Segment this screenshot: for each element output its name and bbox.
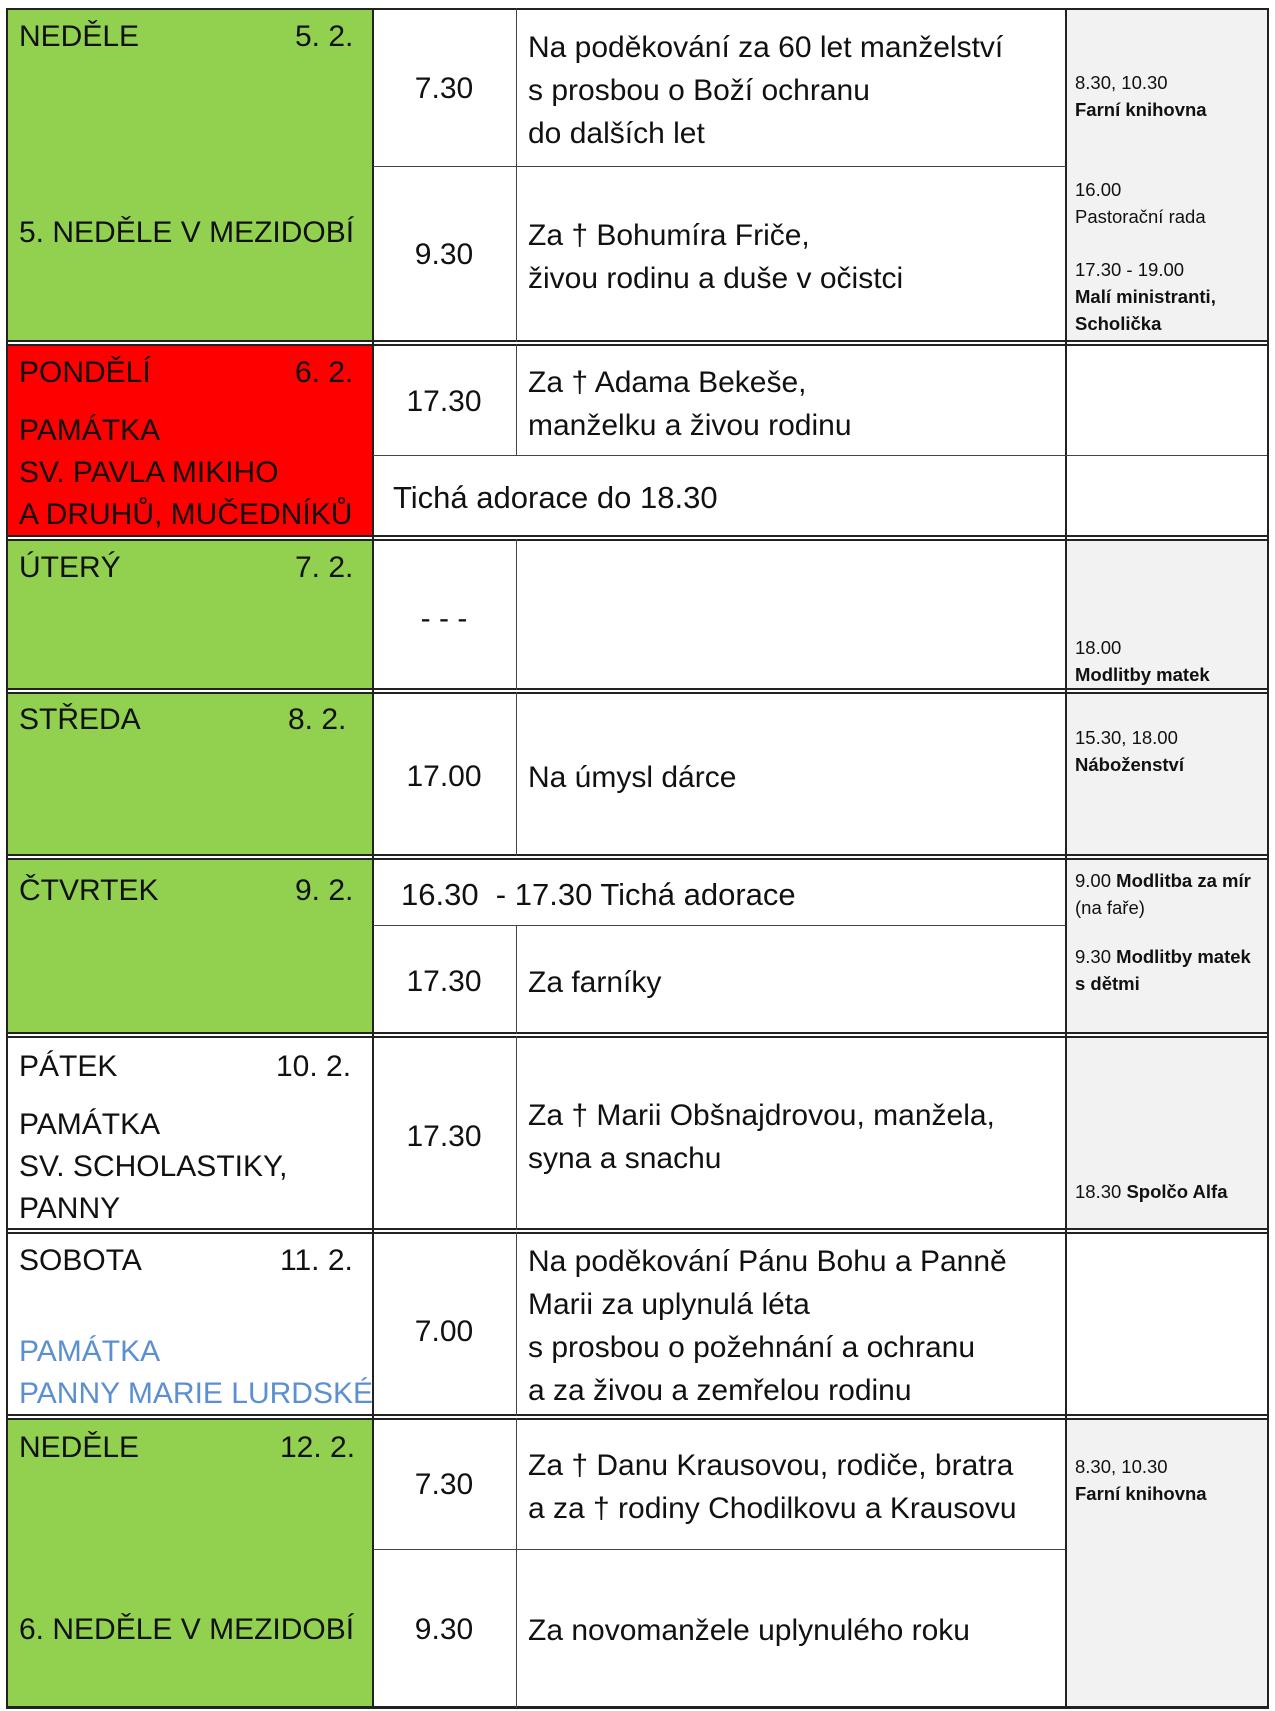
mass-time: 7.00 [414, 1315, 474, 1348]
day-name: PÁTEK [19, 1050, 118, 1083]
mass-time: 17.30 [406, 1120, 482, 1153]
event: 9.30 Modlitby matek s dětmi [1075, 946, 1251, 994]
day-date: 10. 2. [276, 1050, 352, 1083]
mass-time: 17.30 [406, 385, 482, 418]
mass-intention: Za novomanžele uplynulého roku [528, 1614, 970, 1647]
mass-intention: Na poděkování za 60 let manželství s prosbou o Boží ochranu do dalších let [528, 31, 1004, 150]
feast-name: 6. NEDĚLE V MEZIDOBÍ [19, 1613, 355, 1646]
mass-time: 17.30 [406, 965, 482, 998]
day-name: NEDĚLE [19, 20, 140, 53]
day-date: 8. 2. [288, 703, 347, 736]
feast-name: PAMÁTKA SV. PAVLA MIKIHO A DRUHŮ, MUČEDNÍKŮ [19, 414, 353, 531]
mass-intention: Za † Adama Bekeše, manželku a živou rodinu [528, 366, 852, 442]
event: 15.30, 18.00 Náboženství [1075, 727, 1184, 775]
mass-time: 7.30 [414, 1468, 474, 1501]
mass-time: 9.30 [414, 238, 474, 271]
event: 18.00 Modlitby matek [1075, 637, 1210, 685]
mass-time: 9.30 [414, 1613, 474, 1646]
day-date: 5. 2. [295, 20, 354, 53]
event: 16.00 Pastorační rada [1075, 179, 1206, 227]
feast-name: PAMÁTKA PANNY MARIE LURDSKÉ [19, 1335, 373, 1410]
day-cell-sun-1 [7, 8, 373, 342]
mass-time: 7.30 [414, 72, 474, 105]
day-date: 9. 2. [295, 874, 354, 907]
day-name: SOBOTA [19, 1244, 142, 1277]
mass-intention: Na poděkování Pánu Bohu a Panně Marii za uplynulá léta s prosbou o požehnání a ochranu a za živou a zemřelou rodinu [528, 1245, 1007, 1407]
mass-time: - - - [420, 602, 468, 635]
adoration-note: 16.30 - 17.30 Tichá adorace [401, 877, 796, 912]
mass-intention: Na úmysl dárce [528, 761, 737, 794]
day-date: 12. 2. [280, 1431, 356, 1464]
mass-intention: Za † Bohumíra Friče, živou rodinu a duše v očistci [528, 219, 904, 295]
mass-intention: Za † Danu Krausovou, rodiče, bratra a za † rodiny Chodilkovu a Krausovu [528, 1449, 1017, 1525]
event: 8.30, 10.30 Farní knihovna [1075, 1456, 1207, 1504]
event: 18.30 Spolčo Alfa [1075, 1181, 1228, 1202]
adoration-note: Tichá adorace do 18.30 [393, 480, 718, 515]
feast-name: PAMÁTKA SV. SCHOLASTIKY, PANNY [19, 1108, 288, 1225]
event: 9.00 Modlitba za mír (na faře) [1075, 870, 1251, 918]
event: 8.30, 10.30 Farní knihovna [1075, 72, 1207, 120]
feast-name: 5. NEDĚLE V MEZIDOBÍ [19, 216, 355, 249]
day-date: 6. 2. [295, 356, 354, 389]
mass-time: 17.00 [406, 760, 482, 793]
event: 17.30 - 19.00 Malí ministranti, Scholička [1075, 259, 1216, 334]
day-name: ÚTERÝ [19, 551, 121, 584]
day-date: 11. 2. [280, 1244, 353, 1277]
day-name: PONDĚLÍ [19, 356, 151, 389]
day-name: NEDĚLE [19, 1431, 140, 1464]
mass-intention: Za † Marii Obšnajdrovou, manžela, syna a snachu [528, 1099, 995, 1175]
day-name: ČTVRTEK [19, 874, 159, 907]
day-name: STŘEDA [19, 703, 141, 736]
mass-intention: Za farníky [528, 966, 662, 999]
day-date: 7. 2. [295, 551, 354, 584]
